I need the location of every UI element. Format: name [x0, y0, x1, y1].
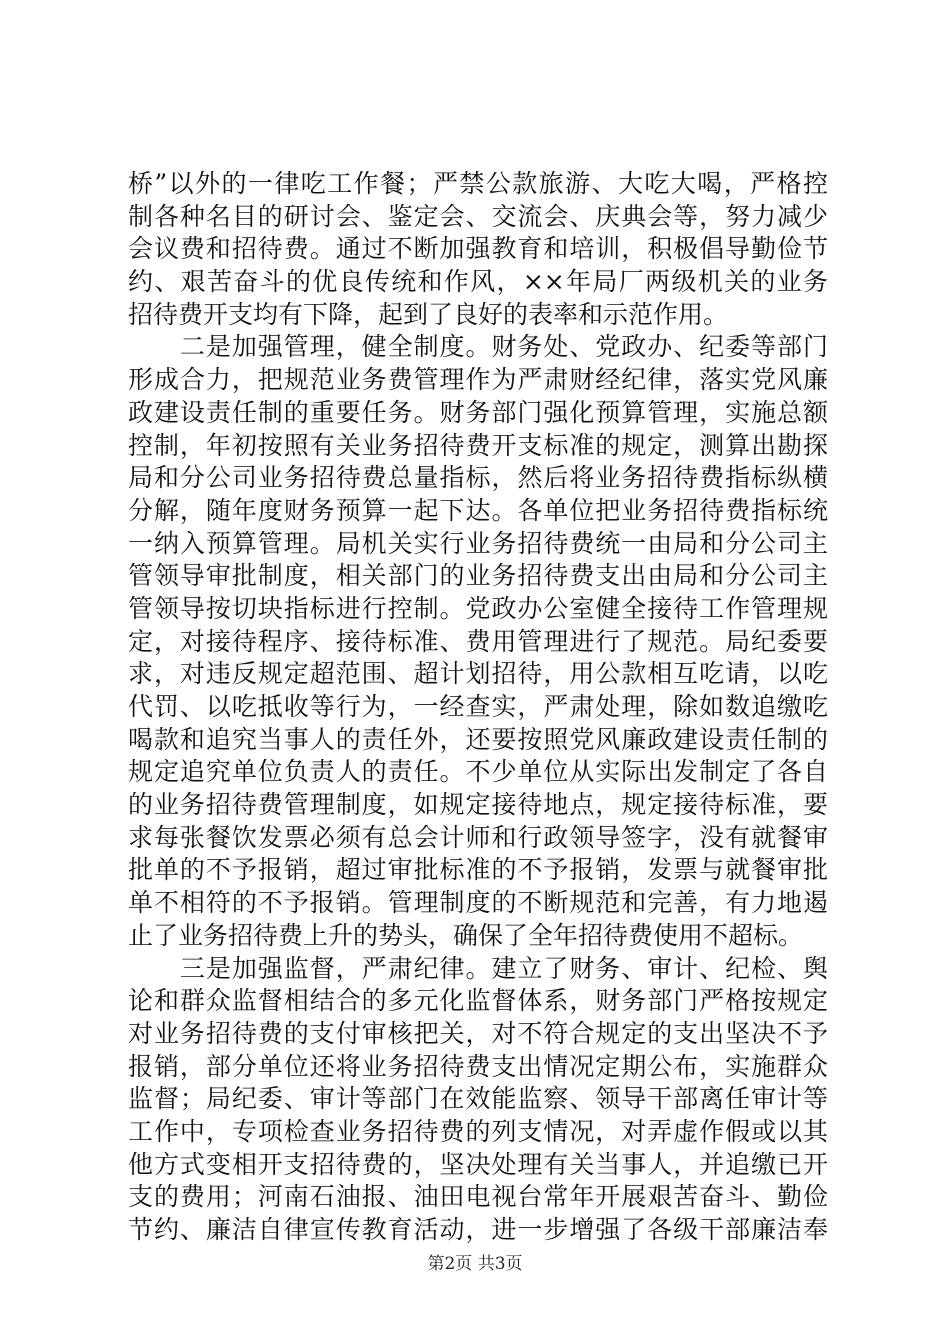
- text-line: 二是加强管理，健全制度。财务处、党政办、纪委等部门: [128, 332, 828, 362]
- text-line: 桥”以外的一律吃工作餐；严禁公款旅游、大吃大喝，严格控: [128, 169, 828, 198]
- text-line: 对业务招待费的支付审核把关，对不符合规定的支出坚决不予: [128, 1018, 828, 1048]
- text-line: 管领导审批制度，相关部门的业务招待费支出由局和分公司主: [128, 561, 828, 591]
- text-line: 局和分公司业务招待费总量指标，然后将业务招待费指标纵横: [128, 463, 828, 493]
- text-line: 会议费和招待费。通过不断加强教育和培训，积极倡导勤俭节: [128, 234, 828, 264]
- text-line: 控制，年初按照有关业务招待费开支标准的规定，测算出勘探: [128, 430, 828, 460]
- text-line: 批单的不予报销，超过审批标准的不予报销，发票与就餐审批: [128, 855, 828, 885]
- text-line: 分解，随年度财务预算一起下达。各单位把业务招待费指标统: [128, 495, 828, 525]
- text-line: 形成合力，把规范业务费管理作为严肃财经纪律，落实党风廉: [128, 365, 828, 395]
- text-line: 规定追究单位负责人的责任。不少单位从实际出发制定了各自: [128, 757, 828, 787]
- text-line: 政建设责任制的重要任务。财务部门强化预算管理，实施总额: [128, 397, 828, 427]
- text-line: 支的费用；河南石油报、油田电视台常年开展艰苦奋斗、勤俭: [128, 1182, 828, 1212]
- text-line: 工作中，专项检查业务招待费的列支情况，对弄虚作假或以其: [128, 1116, 828, 1146]
- text-line: 三是加强监督，严肃纪律。建立了财务、审计、纪检、舆: [128, 953, 828, 983]
- text-line: 他方式变相开支招待费的，坚决处理有关当事人，并追缴已开: [128, 1149, 828, 1179]
- text-line: 招待费开支均有下降，起到了良好的表率和示范作用。: [128, 299, 729, 329]
- document-body: [128, 168, 828, 1247]
- text-line: 的业务招待费管理制度，如规定接待地点，规定接待标准，要: [128, 790, 828, 820]
- text-line: 制各种名目的研讨会、鉴定会、交流会、庆典会等，努力减少: [128, 201, 828, 231]
- page-number-footer: 第2页 共3页: [427, 1254, 523, 1274]
- text-line: 止了业务招待费上升的势头，确保了全年招待费使用不超标。: [128, 920, 804, 950]
- text-line: 单不相符的不予报销。管理制度的不断规范和完善，有力地遏: [128, 888, 828, 918]
- text-line: 管领导按切块指标进行控制。党政办公室健全接待工作管理规: [128, 593, 828, 623]
- text-line: 求每张餐饮发票必须有总会计师和行政领导签字，没有就餐审: [128, 822, 828, 852]
- text-line: 求，对违反规定超范围、超计划招待，用公款相互吃请，以吃: [128, 659, 828, 689]
- text-line: 代罚、以吃抵收等行为，一经查实，严肃处理，除如数追缴吃: [128, 692, 828, 721]
- text-line: 定，对接待程序、接待标准、费用管理进行了规范。局纪委要: [128, 626, 828, 656]
- text-line: 约、艰苦奋斗的优良传统和作风，××年局厂两级机关的业务: [128, 267, 828, 297]
- text-line: 一纳入预算管理。局机关实行业务招待费统一由局和分公司主: [128, 528, 828, 558]
- text-line: 节约、廉洁自律宣传教育活动，进一步增强了各级干部廉洁奉: [128, 1215, 828, 1244]
- text-line: 报销，部分单位还将业务招待费支出情况定期公布，实施群众: [128, 1051, 828, 1081]
- text-line: 监督；局纪委、审计等部门在效能监察、领导干部离任审计等: [128, 1084, 828, 1114]
- text-line: 喝款和追究当事人的责任外，还要按照党风廉政建设责任制的: [128, 724, 828, 754]
- text-line: 论和群众监督相结合的多元化监督体系，财务部门严格按规定: [128, 986, 828, 1016]
